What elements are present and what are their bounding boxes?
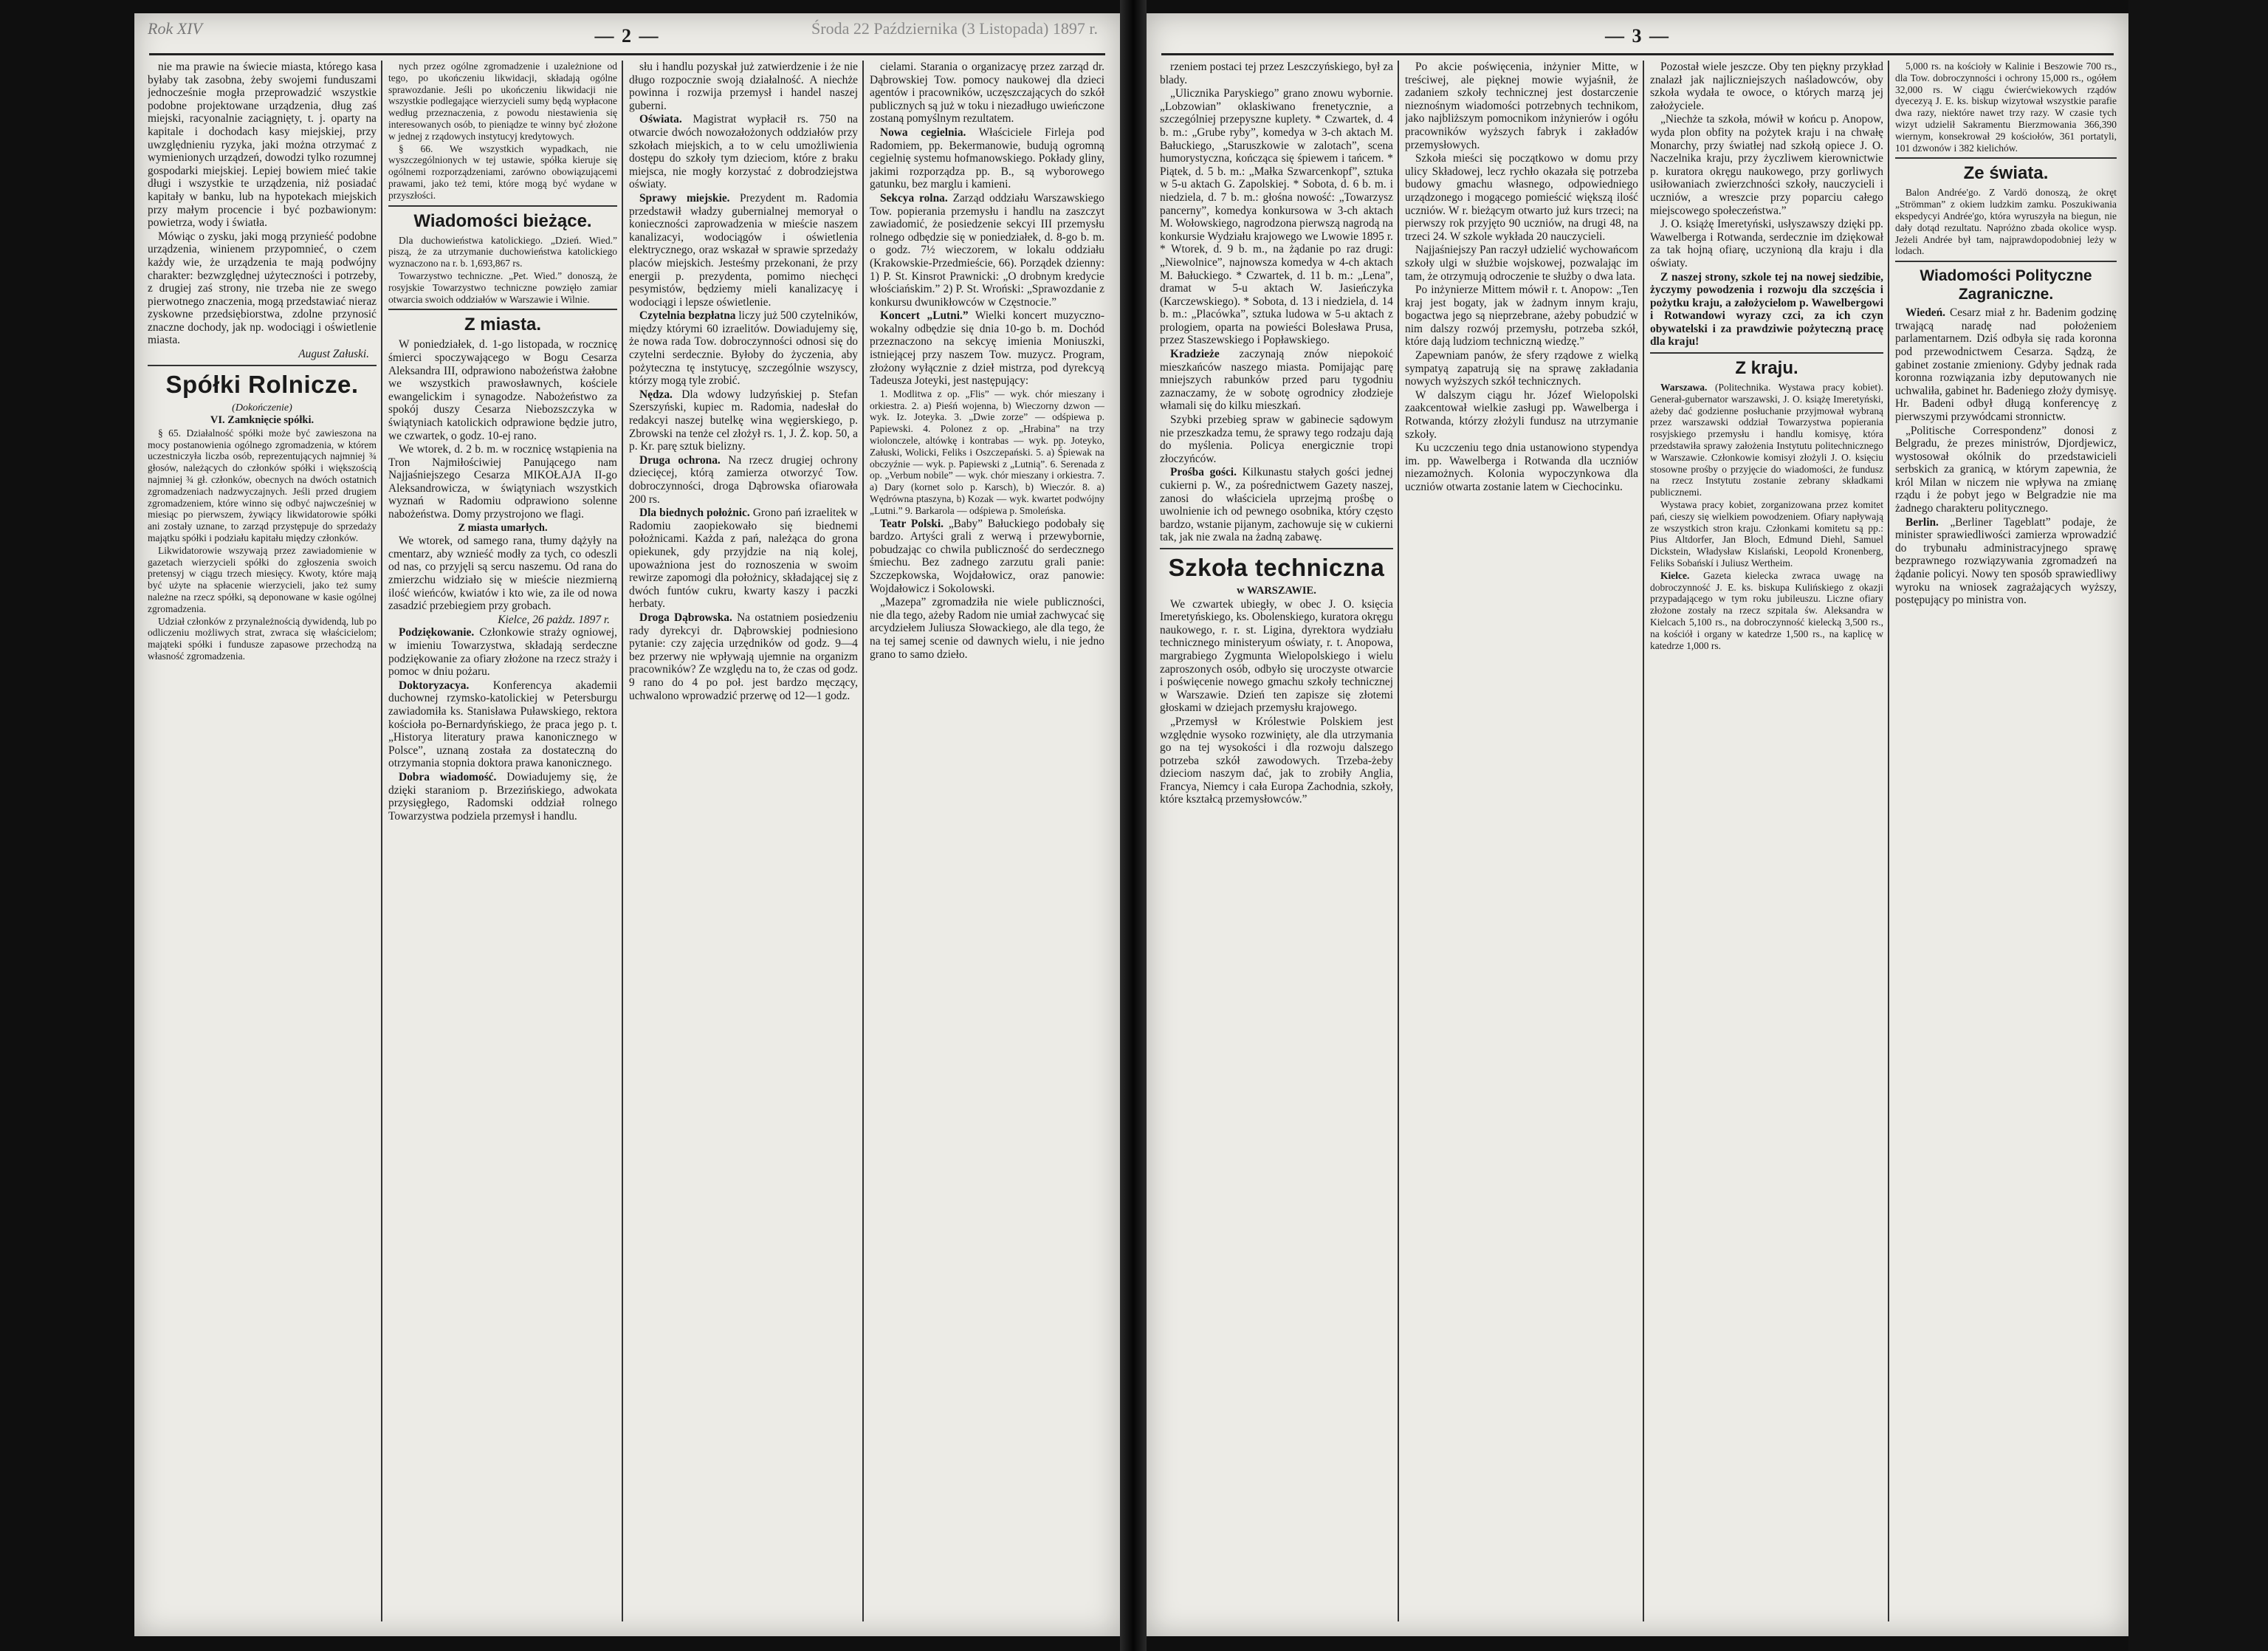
- book-gutter: [1120, 0, 1147, 1651]
- divider: [148, 365, 377, 366]
- divider: [388, 309, 617, 310]
- divider: [1895, 157, 2117, 159]
- article-text: „Berliner Tageblatt” podaje, że minister sprawiedliwości zamierza wprowadzić do trybunału administracyjnego sprawę bezprawnego rozwiązywania zgromadzeń na żądanie policyi. Nowy ten sposób sprawiedliwy wyroku na wniosek zagrażających wyższy, postępujący po ministra von.: [1895, 515, 2117, 607]
- article-text: Cesarz miał z hr. Badenim godzinę trwającą naradę nad położeniem parlamentarnem. Dziś odbyła się rada koronna pod przewodnictwem Cesarza. Sądzą, że gabinet zostanie zmieniony. Gdyby jednak rada koronna rozwiązania izby deputowanych nie uchwaliła, gabinet hr. Badeniego złoży dymisyę. Hr. Badeni odbył długą konferencyę z pierwszymi przywódcami stronnictw.: [1895, 306, 2117, 423]
- article-text: § 66. We wszystkich wypadkach, nie wyszczególnionych w tej ustawie, spółka kieruje się ogólnemi rozporządzeniami, zarówno obowiązującemi prawami, jako też temi, które mogą być wydane w przyszłości.: [388, 143, 617, 201]
- column-rule: [1398, 61, 1399, 1621]
- article-text: Ku uczczeniu tego dnia ustanowiono stypendya im. pp. Wawelberga i Rotwanda dla uczniów niezamożnych. Kolonia wypoczynkowa dla uczniów otwarta zostanie latem w Ciechocinku.: [1405, 442, 1638, 493]
- article-text: We wtorek, od samego rana, tłumy dążyły na cmentarz, aby wznieść modły za tych, co odeszli od nas, co przyjęli są sercu naszemu. Od rana do zmierzchu widziało się w mieście niezmierną ilość wieńców, kwiatów i kto wie, za ile od nowa zasadzić przebiegiem przy grobach.: [388, 535, 617, 613]
- item-heading: Warszawa.: [1660, 382, 1708, 394]
- theatre-listings: „Ulicznika Paryskiego” grano znowu wybornie. „Lobzowian” oklaskiwano frenetycznie, a szczególniej przepyszne kuplety. * Czwartek, d. 4 b. m.: „Grube ryby”, komedya w 3-ch aktach M. Bałuckiego, „Staruszkowie w zalotach”, scena humorystyczna, kończąca się śpiewem i tańcem. * Piątek, d. 5 b. m.: „Małka Szwarcenkopf”, sztuka w 5-u aktach G. Zapolskiej. * Sobota, d. 6 b. m. i niedziela, d. 7 b. m.: głośna nowość: „Towarzysz pancerny”, komedya konkursowa w 3-ch aktach M. Wołowskiego, nagrodzona pierwszą nagrodą na konkursie Wydziału krajowego we Lwowie 1895 r. * Wtorek, d. 9 b. m., na żądanie po raz drugi: „Niewolnice”, najnowsza komedya w 4-ch aktach M. Bałuckiego. * Czwartek, d. 11 b. m.: „Lena”, dramat w 5-u aktach W. Jasieńczyka (Karczewskiego). * Sobota, d. 13 i niedziela, d. 14 b. m.: „Placówka”, sztuka ludowa w 5-u aktach z prologiem, oparta na powieści Bolesława Prusa, przez Staszewskiego i Popławskiego.: [1160, 87, 1393, 347]
- page-number: — 2 —: [594, 25, 660, 47]
- article-text: Towarzystwo techniczne. „Pet. Wied.” donoszą, że rosyjskie Towarzystwo techniczne powzięło zamiar otwarcia swoich oddziałów w Warszawie i Wilnie.: [388, 270, 617, 305]
- article-text: Dla duchowieństwa katolickiego. „Dzień. Wied.” piszą, że za utrzymanie duchowieństwa katolickiego wyznaczono na r. b. 1,693,867 rs.: [388, 234, 617, 270]
- item-heading: Nowa cegielnia.: [880, 126, 966, 139]
- item-heading: Kielce.: [1660, 569, 1690, 581]
- item-heading: Sprawy miejskie.: [639, 191, 730, 205]
- article-text: Członkowie straży ogniowej, w imieniu Towarzystwa, składają serdeczne podziękowanie za ofiary złożone na rzecz straży i pomoc w dniu pożaru.: [388, 626, 617, 679]
- article-text: 5,000 rs. na kościoły w Kalinie i Beszowie 700 rs., dla Tow. dobroczynności i ochrony 15,000 rs., ogółem 32,000 rs. W ciągu ćwierćwiekowych rządów dyecezyą J. E. ks. biskup wizytował wszystkie parafie dwa razy, niektóre nawet trzy razy. W czasie tych wizyt udzielił Sakramentu Bierzmowania 366,390 wiernym, konsekrował 29 kościołów, 361 portatyli, 101 dzwonów i 382 kielichów.: [1895, 61, 2117, 154]
- subsection-heading: Z miasta umarłych.: [458, 521, 548, 534]
- section-subtitle: w WARSZAWIE.: [1237, 584, 1316, 597]
- divider: [1895, 261, 2117, 262]
- column-rule: [622, 61, 623, 1621]
- item-heading: Kradzieże: [1170, 348, 1220, 361]
- article-text: Z naszej strony, szkole tej na nowej siedzibie, życzymy powodzenia i rozwoju dla szczęścia i pożytku kraju, a założycielom p. Wawelbergowi i Rotwandowi wyrazy czci, za ich czyn obywatelski i za prawdziwie pożyteczną pracę dla kraju!: [1650, 270, 1883, 349]
- article-text: Po akcie poświęcenia, inżynier Mitte, w treściwej, ale pięknej mowie wyjaśnił, że zadaniem szkoły technicznej jest dostarczenie nieznośnym wiadomości potrzebnych technikom, jako najbliższym pomocnikom inżynierów i ogółu pracowników wyższych fabryk i zakładów przemysłowych.: [1405, 61, 1638, 151]
- article-text: „Niechże ta szkoła, mówił w końcu p. Anopow, wyda plon obfity na pożytek kraju i na chwałę Monarchy, przy światłej nad szkołą opiece J. O. Naczelnika kraju, przy życzliwem kierownictwie p. kuratora okręgu naukowego, przy gorliwych usiłowaniach zwierzchności szkoły, nauczycieli i uczniów, a wreszcie przy poparciu całego miejscowego społeczeństwa.”: [1650, 113, 1883, 217]
- concert-program: 1. Modlitwa z op. „Flis” — wyk. chór mieszany i orkiestra. 2. a) Pieśń wojenna, b) Wieczorny dzwon — wyk. Iz. Joteyka. 3. „Dwie zorze” — odśpiewa p. Papiewski. 4. Polonez z op. „Hrabina” na trzy wiolonczele, altówkę i kontrabas — wyk. pp. Joteyko, Załuski, Wolicki, Feliks i Oszczepański. 5. a) Śpiewak na obczyźnie — wyk. p. Papiewski z „Lutnią”. 6. Serenada z op. „Verbum nobile” — wyk. chór mieszany i orkiestra. 7. a) Dary (kornet solo p. Karsch), b) Wieczór. 8. a) Wędrówna ptaszyna, b) Kozak — wyk. kwartet podwójny „Lutni.” 9. Barkarola — odśpiewa p. Smoleńska.: [870, 388, 1104, 516]
- article-text: Konferencya akademii duchownej rzymsko-katolickiej w Petersburgu zawiadomiła ks. Stanisława Puławskiego, rektora kościoła po-Bernardyńskiego, że praca jego p. t. „Historya literatury prawa kanonicznego w Polsce”, uznaną została za dostateczną do otrzymania stopnia doktora prawa kanonicznego.: [388, 679, 617, 770]
- item-heading: Sekcya rolna.: [880, 191, 948, 205]
- section-title: Z kraju.: [1735, 358, 1798, 379]
- article-text: zaczynają znów niepokoić mieszkańców naszego miasta. Pomijając parę mniejszych rabunków przed paru tygodniu zaznaczamy, że w sobotę ogrodnicy złodzieje włamali się do kilku mieszkań.: [1160, 348, 1393, 413]
- section-subtitle: (Dokończenie): [232, 402, 292, 413]
- divider: [1160, 548, 1393, 549]
- article-text: Zapewniam panów, że sfery rządowe z wielką sympatyą zapatrują się na sprawę zakładania nowych wyższych szkół technicznych.: [1405, 349, 1638, 388]
- article-text: Wystawa pracy kobiet, zorganizowana przez komitet pań, cieszy się wielkiem powodzeniem. Ofiary napływają ze wszystkich stron kraju. Członkami komitetu są pp.: Pius Altdorfer, Jan Bloch, Edmund Diehl, Samuel Dickstein, Władysław Kislański, Leopold Kronenberg, Feliks Sobańskí i Juliusz Wertheim.: [1650, 499, 1883, 569]
- column-3: [629, 61, 858, 1621]
- column-2: [388, 61, 617, 1621]
- item-heading: Oświata.: [639, 113, 682, 126]
- article-text: „Politische Correspondenz” donosi z Belgradu, że prezes ministrów, Djordjewicz, wystosował okólnik do przedstawicieli serbskich za granicą, w którym zapewnia, że król Milan w niczem nie wpływa na zmianę rządu i że pobyt jego w Belgradzie nie ma żadnego charakteru politycznego.: [1895, 424, 2117, 515]
- item-heading: Wiedeń.: [1906, 306, 1946, 320]
- item-heading: Druga ochrona.: [639, 453, 721, 467]
- article-text: (Politechnika. Wystawa pracy kobiet). Generał-gubernator warszawski, J. O. książę Imeretyński, ażeby dać godzienne posłuchanie przyjmował wybraną przez warszawski oddział Towarzystwa popierania rosyjskiego przemysłu i handlu komisyę, która przedstawiła sprawy założenia Instytutu politechnicznego w Warszawie. Członkowie komisyi złożyli J. O. księciu stosowne prośby o przyjęcie do wiadomości, że fundusz na rzecz Instytutu zostanie zebrany składkami publicznemi.: [1650, 382, 1883, 498]
- article-text: Dla wdowy ludzyńskiej p. Stefan Szerszyński, kupiec m. Radomia, nadesłał do redakcyi naszej butelkę wina węgierskiego, p. Zbrowski na tenże cel złożył rs. 1, J. Ż. kop. 50, a p. Kr. parę sztuk bielizny.: [629, 388, 858, 453]
- running-header-date: Środa 22 Października (3 Listopada) 1897 r.: [811, 19, 1098, 38]
- article-text: We czwartek ubiegły, w obec J. O. księcia Imeretyńskiego, ks. Obolenskiego, kuratora okręgu naukowego, r. r. st. Ligina, dyrektora wydziału technicznego ministeryum oświaty, r. t. Anopowa, margrabiego Zygmunta Wielopolskiego i wielu zaproszonych osób, odbyło się uroczyste otwarcie i poświęcenie nowego gmachu szkoły technicznej w Warszawie. Dzień ten zapisze się złotemi głoskami w dziejach przemysłu krajowego.: [1160, 597, 1393, 715]
- article-text: W poniedziałek, d. 1-go listopada, w rocznicę śmierci spoczywającego w Bogu Cesarza Aleksandra III, odprawiono nabożeństwa żałobne we wszystkich prawosławnych, kościele ewangelickim i synagodze. Nabożeństwo za spokój duszy Cesarza Niebozszczyka w świątyniach katolickich odprawione będzie jutro, we czwartek, o godz. 10-ej rano.: [388, 338, 617, 442]
- article-text: J. O. książę Imeretyński, usłyszawszy dzięki pp. Wawelberga i Rotwanda, serdecznie im dziękował za tak hojną ofiarę, uczynioną dla kraju i dla oświaty.: [1650, 218, 1883, 270]
- running-header-left: Rok XIV: [148, 19, 202, 38]
- article-text: Udział członków z przynależnością dywidendą, lub po odliczeniu możliwych strat, zwraca się właścicielom; mająteki spółki i fundusze zapasowe przechodzą na własność zgromadzenia.: [148, 615, 377, 662]
- article-text: § 65. Działalność spółki może być zawieszona na mocy postanowienia ogólnego zgromadzenia, w którem uczestniczyła liczba osób, reprezentujących najmniej ¾ głosów, należących do członków spółki i większością najmniej ¾ gł. członków, obecnych na dwóch ostatnich zgromadzeniach nadzwyczajnych. Jeśli przed drugiem zgromadzeniem, które winno się odbyć najwcześniej w miesiąc po pierwszem, żywiący likwidatorowie spółki ani zostały uznane, to zarząd przystępuje do sprzedaży majątku spółki i podziału kapitału między członków.: [148, 427, 377, 544]
- column-1: [148, 61, 377, 1621]
- article-text: słu i handlu pozyskał już zatwierdzenie i że nie długo rozpocznie swoją działalność. A niechże powinna i rozwija przemysł i handel naszej guberni.: [629, 61, 858, 112]
- article-text: Balon Andrée'go. Z Vardö donoszą, że okręt „Strömman” z okiem ludzkim zamku. Poszukiwania ekspedycyi Andrée'go, która wyruszyła na biegun, nie dały dotąd rezultatu. Napróżno zbada okolice wysp. Jeżeli Andrée był tam, najprawdopodobniej leży w lodach.: [1895, 187, 2117, 257]
- article-text: liczy już 500 czytelników, między którymi 60 izraelitów. Dowiadujemy się, że nowa rada Tow. dobroczynności odnosi się do czytelni serdecznie. Byłoby do życzenia, aby pożyteczna tę instytucyę, szczególnie wszyscy, którzy mogą tyle zrobić.: [629, 309, 858, 388]
- item-heading: Teatr Polski.: [880, 517, 944, 530]
- article-text: „Baby” Bałuckiego podobały się bardzo. Artyści grali z werwą i przewybornie, pobudzając co chwila publiczność do serdecznego śmiechu. Bez zadnego zarzutu grali panie: Szczepkowska, Wojdałowicz, oraz panowie: Wojdałowicz i Sokolowski.: [870, 517, 1104, 595]
- column-4: [870, 61, 1104, 1621]
- right-page: [1147, 13, 2128, 1636]
- article-text: Wielki koncert muzyczno-wokalny odbędzie się dnia 10-go b. m. Dochód przeznaczono na sekcyę imienia Moniuszki, istniejącej przy naszem Tow. muzycz. Program, złożony wyłącznie z dzieł mistrza, pod dyrekcyą Tadeusza Joteyki, jest następujący:: [870, 309, 1104, 388]
- item-heading: Podziękowanie.: [399, 626, 475, 639]
- column-4: [1895, 61, 2117, 1621]
- article-text: Po inżynierze Mittem mówił r. t. Anopow: „Ten kraj jest bogaty, jak w żadnym innym kraju, bogactwa jego są nieprzebrane, ażeby pobudzić w nim dalszy rozwój przemysłu, potrzeba szkół, które dają ludziom techniczną wiedzę.”: [1405, 284, 1638, 349]
- item-heading: Dobra wiadomość.: [399, 770, 497, 783]
- item-heading: Koncert „Lutni.”: [880, 309, 969, 323]
- page-header: [1161, 19, 2114, 55]
- column-2: [1405, 61, 1638, 1621]
- section-title: Wiadomości bieżące.: [413, 210, 592, 231]
- item-heading: Czytelnia bezpłatna: [639, 309, 736, 323]
- item-heading: Dla biednych położnic.: [639, 507, 750, 520]
- article-text: Na rzecz drugiej ochrony dziecięcej, którą zamierza otworzyć Tow. dobroczynności, droga Dąbrowska ofiarowała 200 rs.: [629, 453, 858, 506]
- column-rule: [1888, 61, 1889, 1621]
- section-title: Szkoła techniczna: [1168, 553, 1385, 581]
- article-text: „Mazepa” zgromadziła nie wiele publiczności, nie dla tego, ażeby Radom nie umiał zachwycać się arcydziełem Juliusza Słowackiego, ale dla tego, że na tej samej scenie od dawnych wielu, i nie jedno grano to samo dzieło.: [870, 596, 1104, 661]
- article-text: Kilkunastu stałych gości jednej cukierni p. W., za pośrednictwem Gazety naszej, zanosi do właściciela uprzejmą prośbę o uwolnienie ich od pewnego osobnika, który często bardzo, wstanie pijanym, zachowuje się w cukierni tak, jak nie zwala na żadną zabawę.: [1160, 466, 1393, 544]
- article-text: Zarząd oddziału Warszawskiego Tow. popierania przemysłu i handlu na zaszczyt zawiadomić, że posiedzenie sekcyi III przemysłu rolnego odbędzie się w poniedziałek, d. 8-go b. m. o godz. 7½ wieczorem, w lokalu oddziału (Krakowskie-Przedmieście, 66). Porządek dzienny: 1) P. St. Kinsrot Prawnicki: „O drobnym kredycie włościańskim.” 2) P. St. Wroński: „Sprawozdanie z konkursu dwunikłowców w Częstnocie.”: [870, 191, 1104, 309]
- article-text: Magistrat wypłacił rs. 750 na otwarcie dwóch nowozałożonych oddziałów przy szkołach miejskich, a to w celu umożliwienia dostępu do szkoły tym dzieciom, które z braku miejsca, nie mogły korzystać z dobrodziejstwa oświaty.: [629, 113, 858, 191]
- article-text: W dalszym ciągu hr. Józef Wielopolski zaakcentował wielkie zasługi pp. Wawelberga i Rotwanda, którzy złożyli fundusz na utrzymanie szkoły.: [1405, 388, 1638, 441]
- article-text: Pozostał wiele jeszcze. Oby ten piękny przykład znalazł jak najliczniejszych naśladowców, oby szkoła wydała te owoce, o których marzą jej założyciele.: [1650, 61, 1883, 112]
- article-text: Mówiąc o zysku, jaki mogą przynieść podobne urządzenia, winienem przypomnieć, o czem każdy wie, że urządzenia te mają podwójny charakter: bezwzględnej użyteczności i potrzeby, z drugiej zaś strony, nie trzeba nie ze swego pierwotnego znaczenia, mogą przedstawiać nieraz zyskowne przedsiębiorstwa, zdolne przynosić znaczne dochody, jak np. wodociągi i oświetlenie miasta.: [148, 230, 377, 347]
- column-rule: [1643, 61, 1644, 1621]
- section-title: Spółki Rolnicze.: [165, 370, 359, 398]
- column-3: [1650, 61, 1883, 1621]
- item-heading: Doktoryzacya.: [399, 679, 470, 692]
- article-text: „Przemysł w Królestwie Polskiem jest względnie wysoko rozwinięty, ale dla utrzymania go na tej wysokości i dla rozwoju dalszego potrzeba szkół zawodowych. Trzeba-żeby dzieciom naszym dać, jak to zrobiły Anglia, Francya, Niemcy i cała Europa Zachodnia, szkoły, które kształcą przemysłowców.”: [1160, 715, 1393, 806]
- item-heading: Prośba gości.: [1170, 466, 1237, 479]
- item-heading: Berlin.: [1906, 515, 1939, 529]
- divider: [388, 205, 617, 207]
- article-text: Grono pań izraelitek w Radomiu zaopiekowało się biednemi położnicami. Każda z pań, należąca do grona opiekunek, gdy przyjdzie na nią kolej, upoważniona jest do roznoszenia w swoim rewirze zapomogi dla położnicy, składającej się z dwóch funtów cukru, kwarty kaszy i paczki herbaty.: [629, 507, 858, 611]
- author-signature: August Załuski.: [298, 348, 369, 361]
- article-text: Szybki przebieg spraw w gabinecie sądowym nie przeszkadza temu, że sprawy tego rodzaju dają do myślenia. Policya energicznie tropi złoczyńców.: [1160, 413, 1393, 465]
- section-title: Z miasta.: [464, 315, 542, 335]
- left-page: [134, 13, 1120, 1636]
- article-text: nych przez ogólne zgromadzenie i uzależnione od tego, po ukończeniu likwidacji, składają ogólne sprawozdanie. Jeśli po ukończeniu likwidacji nie wszystkie podlegające wierzycieli sumy będą wypłacone według przeznaczenia, z powodu niestawienia się interesowanych osób, to pieniądze te winny być złożone w jednej z rządowych instytucyj kredytowych.: [388, 61, 617, 142]
- article-text: Dowiadujemy się, że dzięki staraniom p. Brzezińskiego, adwokata przysięgłego, Radomski oddział rolnego Towarzystwa podziela przemysł i handlu.: [388, 770, 617, 823]
- article-text: Właściciele Firleja pod Radomiem, pp. Bekermanowie, budują ogromną cegielnię systemu hofmanowskiego. Pokłady gliny, jakimi rozporządza pp. B., są wyborowego gatunku, bez marglu i kamieni.: [870, 126, 1104, 191]
- column-1: [1160, 61, 1393, 1621]
- article-text: We wtorek, d. 2 b. m. w rocznicę wstąpienia na Tron Najmiłościwiej Panującego nam Najjaśniejszego Cesarza MIKOŁAJA II-go Aleksandrowicza, w świątyniach wszystkich wyznań w Radomiu odprawiono solenne nabożeństwa. Domy przystrojono we flagi.: [388, 443, 617, 521]
- page-edge: [2128, 0, 2268, 1651]
- section-title: Wiadomości Polityczne Zagraniczne.: [1920, 267, 2092, 303]
- column-rule: [381, 61, 382, 1621]
- article-text: Likwidatorowie wszywają przez zawiadomienie w gazetach wierzycieli spółki do zgłoszenia swoich pretensyj w ciągu trzech miesięcy. Kwoty, które mają być użyte na spłacenie wierzycieli, jako też sumy należne na rzecz spółki, są deponowane w kasie ogólnej zgromadzenia.: [148, 544, 377, 614]
- item-heading: Nędza.: [639, 388, 673, 401]
- article-text: Szkoła mieści się początkowo w domu przy ulicy Składowej, lecz rychło okazała się potrzeba budowy gmachu własnego, odpowiedniego urządzonego i mogącego pomieścić większą ilość uczniów. W r. bieżącym otwarto już kurs trzeci; na pierwszy rok przyjęto 90 uczniów, na drugi 48, na trzeci 24. W szkole wykłada 20 nauczycieli.: [1405, 152, 1638, 243]
- article-text: Gazeta kielecka zwraca uwagę na dobroczynność J. E. ks. biskupa Kulińskiego z okazji przypadającego w tym roku jubileuszu. Liczne ofiary złożone zostały na rzecz szpitala św. Aleksandra w Kielcach 5,100 rs., na dobroczynność kielecką 3,500 rs., na kościół i organy w katedrze 1,500 rs., na kaplicę w katedrze 1,000 rs.: [1650, 569, 1883, 651]
- page-number: — 3 —: [1605, 25, 1670, 47]
- column-rule: [862, 61, 864, 1621]
- divider: [1650, 352, 1883, 354]
- chapter-heading: VI. Zamknięcie spółki.: [210, 414, 315, 427]
- article-text: Prezydent m. Radomia przedstawił władzy gubernialnej memoryał o konieczności zaprowadzenia w mieście naszem kanalizacyi, wodociągów i oświetlenia elektrycznego, oraz wskazał w sprawie sprzedaży placów miejskich. Jesteśmy przekonani, że przy energii p. prezydenta, pomimo niechęci pesymistów, będziemy mieli kanalizacyę i wodociągi i lepsze oświetlenie.: [629, 191, 858, 309]
- section-title: Ze świata.: [1963, 163, 2049, 184]
- article-text: nie ma prawie na świecie miasta, którego kasa byłaby tak zasobna, żeby swojemi funduszami jednocześnie mogła przeprowadzić wszystkie podobne projektowane urządzenia, dług zaś miejski, racyonalnie zaciągnięty, t. j. oparty na kapitale i dochodach kasy miejskiej, przy uwzględnieniu ryzyka, jaki można otrzymać z wymienionych urządzeń, dowodzi tylko rozumnej gospodarki miejskiej. Lepiej bowiem mieć takie długi i wszystkie te urządzenia, niż posiadać kapitały w banku, lub na hypotekach miejskich przy małym procencie i być pozbawionym: powietrza, wody i światła.: [148, 61, 377, 230]
- item-heading: Droga Dąbrowska.: [639, 611, 732, 624]
- article-text: cielami. Starania o organizacyę przez zarząd dr. Dąbrowskiej Tow. pomocy naukowej dla dzieci agentów i pracowników, uczęszczających do szkół publicznych są już w toku i niezadługo uwieńczone zostaną pomyślnym rezultatem.: [870, 61, 1104, 126]
- article-text: rzeniem postaci tej przez Leszczyńskiego, był za blady.: [1160, 61, 1393, 86]
- article-text: Na ostatniem posiedzeniu rady dyrekcyi dr. Dąbrowskiej podniesiono pytanie: czy zajęcia urzędników od godz. 9—4 bez przerwy nie wpływają ujemnie na organizm pracowników? Ze względu na to, że czas od godz. 9 rano do 4 po poł. jest bardzo męczący, uchwalono wprowadzić przerwę od 12—1 godz.: [629, 611, 858, 702]
- dateline: Kielce, 26 pażdz. 1897 r.: [498, 613, 610, 626]
- article-text: Najjaśniejszy Pan raczył udzielić wychowańcom szkoły ulgi w służbie wojskowej, pozwalając im tam, że otrzymują odroczenie te służby o dwa lata.: [1405, 244, 1638, 283]
